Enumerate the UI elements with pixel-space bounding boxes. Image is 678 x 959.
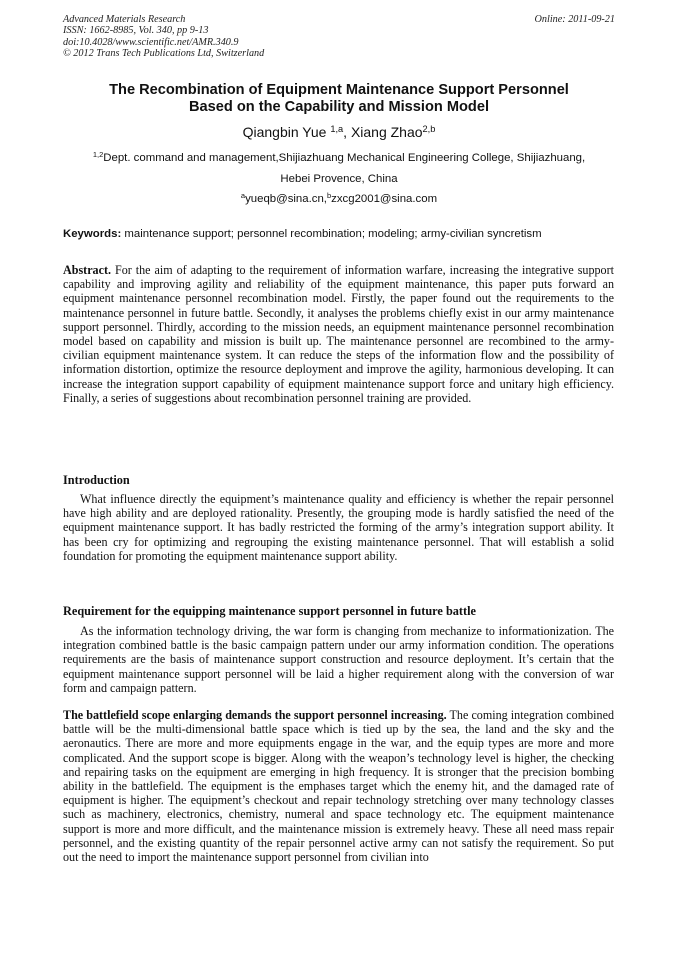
affiliation — [63, 148, 615, 190]
abstract-label: Abstract. — [63, 263, 112, 277]
affiliation-sup: 1,2 — [92, 149, 104, 159]
abstract-text: For the aim of adapting to the requirement of information warfare, increasing the integrative support capability and improving agility and reliability of the equipment maintenance, this paper puts forward an equipment maintenance personnel recombination model. Firstly, the paper found out the requirements to the maintenance personnel in future battle. Secondly, it analyses the problems chiefly exist in our army maintenance support personnel. Thirdly, according to the mission needs, an equipment maintenance personnel recombination model based on capability and mission is built up. The maintenance personnel are recombined to the army-civilian equipment maintenance system. It can reduce the steps of the information flow and the possibility of information distortion, optimize the resource deployment and improve the agility, harmonious developing. It can increase the integration support capability of equipment maintenance support force and unitary high efficiency. Finally, a series of suggestions about recombination personnel training are provided. — [63, 263, 614, 405]
author-1-affil: 1,a — [330, 123, 344, 134]
requirement-heading: Requirement for the equipping maintenance support personnel in future battle — [63, 604, 476, 618]
introduction-heading: Introduction — [63, 473, 130, 487]
issn-line: ISSN: 1662-8985, Vol. 340, pp 9-13 — [63, 25, 209, 37]
email-a-sup: a — [240, 190, 246, 200]
battlefield-paragraph — [63, 708, 614, 864]
affiliation-line-1 — [63, 148, 615, 169]
author-list — [63, 124, 615, 140]
journal-name: Advanced Materials Research — [63, 14, 186, 25]
email-b-sup: b — [326, 190, 332, 200]
email-b: zxcg2001@sina.com — [331, 193, 438, 205]
affiliation-text-1: Dept. command and management,Shijiazhuang Mechanical Engineering College, Shijiazhuang, — [103, 152, 586, 164]
author-2: Xiang Zhao — [350, 124, 423, 140]
keywords-text: maintenance support; personnel recombination; modeling; army-civilian syncretism — [121, 228, 542, 240]
doi-line: doi:10.4028/www.scientific.net/AMR.340.9 — [63, 36, 239, 48]
author-1: Qiangbin Yue — [242, 124, 331, 140]
paper-title — [63, 82, 615, 116]
keywords — [63, 227, 615, 241]
email-a: yueqb@sina.cn, — [245, 193, 327, 205]
keywords-label: Keywords: — [63, 228, 122, 240]
affiliation-line-2: Hebei Provence, China — [280, 173, 398, 185]
title-line-2: Based on the Capability and Mission Model — [188, 99, 490, 115]
author-2-affil: 2,b — [422, 123, 436, 134]
requirement-paragraph: As the information technology driving, the war form is changing from mechanize to informationization. The integration combined battle is the basic campaign pattern under our army information condition. The operations requirements are the basis of maintenance support construction and resource deployment. It’s certain that the equipment maintenance support personnel will be laid a higher requirement along with the conversion of war form and campaign pattern. — [63, 624, 614, 695]
journal-header — [63, 14, 615, 60]
author-emails — [63, 191, 615, 207]
title-line-1: The Recombination of Equipment Maintenance Support Personnel — [109, 82, 569, 98]
battlefield-lead: The battlefield scope enlarging demands the support personnel increasing. — [63, 708, 447, 722]
abstract — [63, 263, 614, 405]
journal-info — [63, 14, 615, 60]
battlefield-text: The coming integration combined battle will be the multi-dimensional battle space which is tied up by the sea, the land and the sky and the aeronautics. There are more and more equipments engage in the war, and the equip types are more and more complicated. And the support scope is bigger. Along with the weapon’s technology level is higher, the checking and repairing tasks on the equipment are emerging in high frequency. It is stronger that the precision bombing ability in the battlefield. The equipment is the emphases target which the enemy hit, and the damaged rate of equipment is higher. The equipment’s checkout and repair technology stretching over many technology classes such as machinery, electronics, chemistry, numeral and space technology etc. The equipment maintenance support is more and more difficult, and the maintenance mission is extremely heavy. These all need mass repair personnel, and the existing quantity of the repair personnel active army can not satisfy the requirement. So put out the need to import the maintenance support personnel from civilian into — [63, 708, 614, 865]
online-date: Online: 2011-09-21 — [534, 14, 615, 25]
copyright-line: © 2012 Trans Tech Publications Ltd, Switzerland — [63, 48, 265, 60]
introduction-paragraph: What influence directly the equipment’s maintenance quality and efficiency is whether the repair personnel have high ability and are deployed rationality. Presently, the grouping mode is hardly satisfied the need of the equipment maintenance support. It has badly restricted the forming of the army’s integration support ability. It has been cry for optimizing and regrouping the existing maintenance personnel. That will establish a solid foundation for promoting the equipment maintenance support ability. — [63, 492, 614, 563]
author-separator: , — [343, 124, 351, 140]
